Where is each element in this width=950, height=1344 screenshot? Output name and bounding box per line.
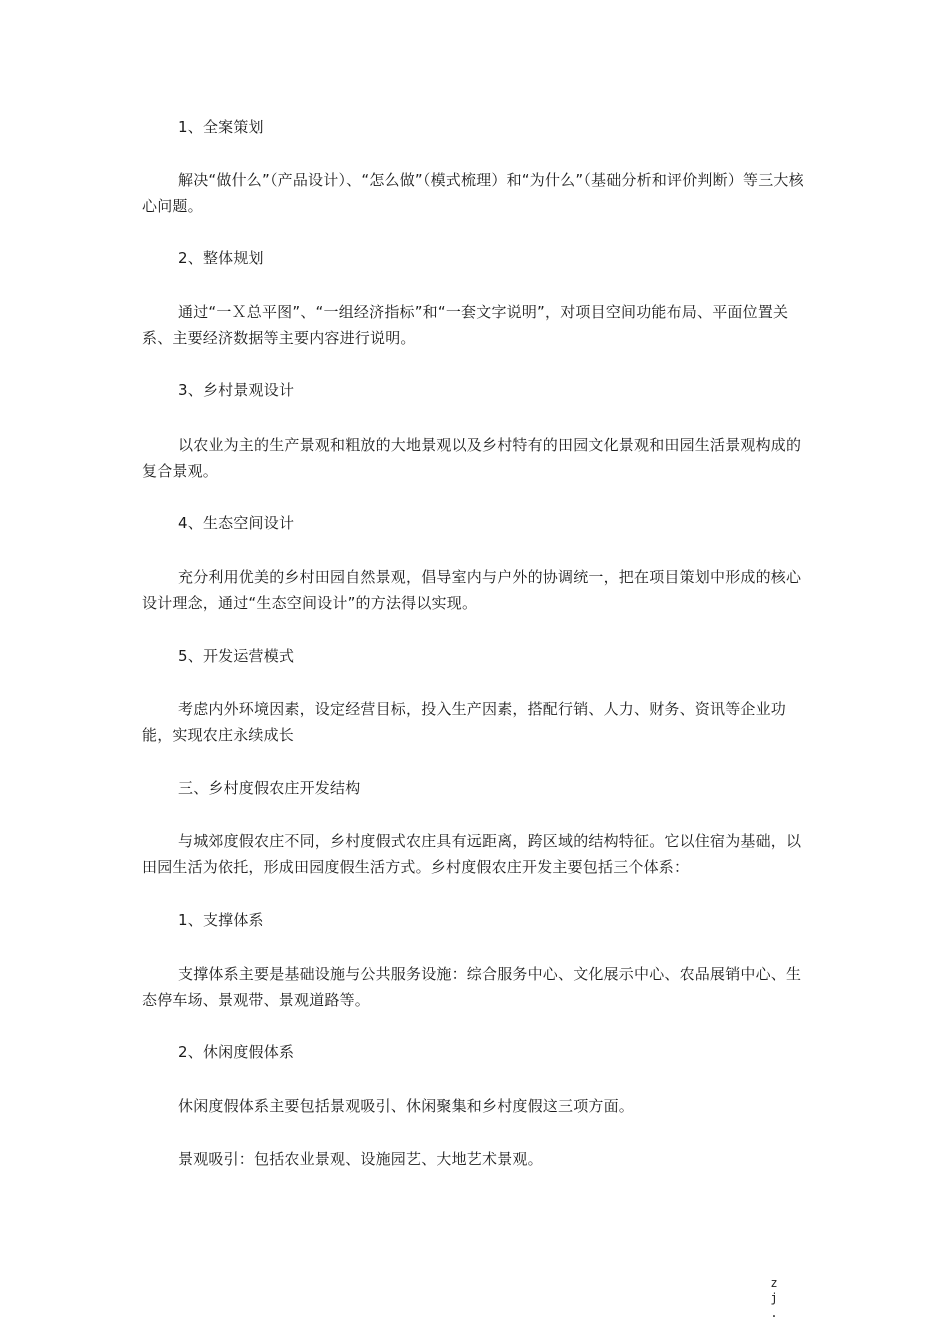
heading-quanan-cehua: 1、全案策划 [178,118,264,136]
heading-kaifa-yunying: 5、开发运营模式 [178,647,295,665]
heading-xiangcun-jingguan: 3、乡村景观设计 [178,381,295,399]
footer-char: z [770,1276,778,1290]
heading-zhicheng-tixi: 1、支撑体系 [178,911,264,929]
paragraph-shengtai-kongjian: 充分利用优美的乡村田园自然景观，倡导室内与户外的协调统一，把在项目策划中形成的核心设计理念，通过“生态空间设计”的方法得以实现。 [142,568,802,612]
paragraph-xiuxian-dujia: 休闲度假体系主要包括景观吸引、休闲聚集和乡村度假这三项方面。 [178,1097,635,1115]
heading-shengtai-kongjian: 4、生态空间设计 [178,514,295,532]
paragraph-kaifa-jiegou: 与城郊度假农庄不同，乡村度假式农庄具有远距离，跨区域的结构特征。它以住宿为基础，以田园生活为依托，形成田园度假生活方式。乡村度假农庄开发主要包括三个体系： [142,832,802,876]
footer-char: j [770,1291,778,1305]
heading-kaifa-jiegou: 三、乡村度假农庄开发结构 [178,779,361,797]
paragraph-kaifa-yunying: 考虑内外环境因素，设定经营目标，投入生产因素，搭配行销、人力、财务、资讯等企业功能，实现农庄永续成长 [142,700,787,744]
footer-char: . [770,1306,778,1320]
footer-mark [769,1276,779,1321]
heading-xiuxian-dujia: 2、休闲度假体系 [178,1043,295,1061]
paragraph-zhicheng-tixi: 支撑体系主要是基础设施与公共服务设施：综合服务中心、文化展示中心、农品展销中心、生态停车场、景观带、景观道路等。 [142,965,802,1009]
paragraph-jingguan-xiyin: 景观吸引：包括农业景观、设施园艺、大地艺术景观。 [178,1150,543,1168]
paragraph-xiangcun-jingguan: 以农业为主的生产景观和粗放的大地景观以及乡村特有的田园文化景观和田园生活景观构成的复合景观。 [142,436,802,480]
paragraph-quanan-cehua: 解决“做什么”（产品设计）、“怎么做”（模式梳理）和“为什么”（基础分析和评价判断）等三大核心问题。 [142,171,804,215]
heading-zhengti-guihua: 2、整体规划 [178,249,264,267]
paragraph-zhengti-guihua: 通过“一Ｘ总平图”、“一组经济指标”和“一套文字说明”，对项目空间功能布局、平面位置关系、主要经济数据等主要内容进行说明。 [142,303,789,347]
